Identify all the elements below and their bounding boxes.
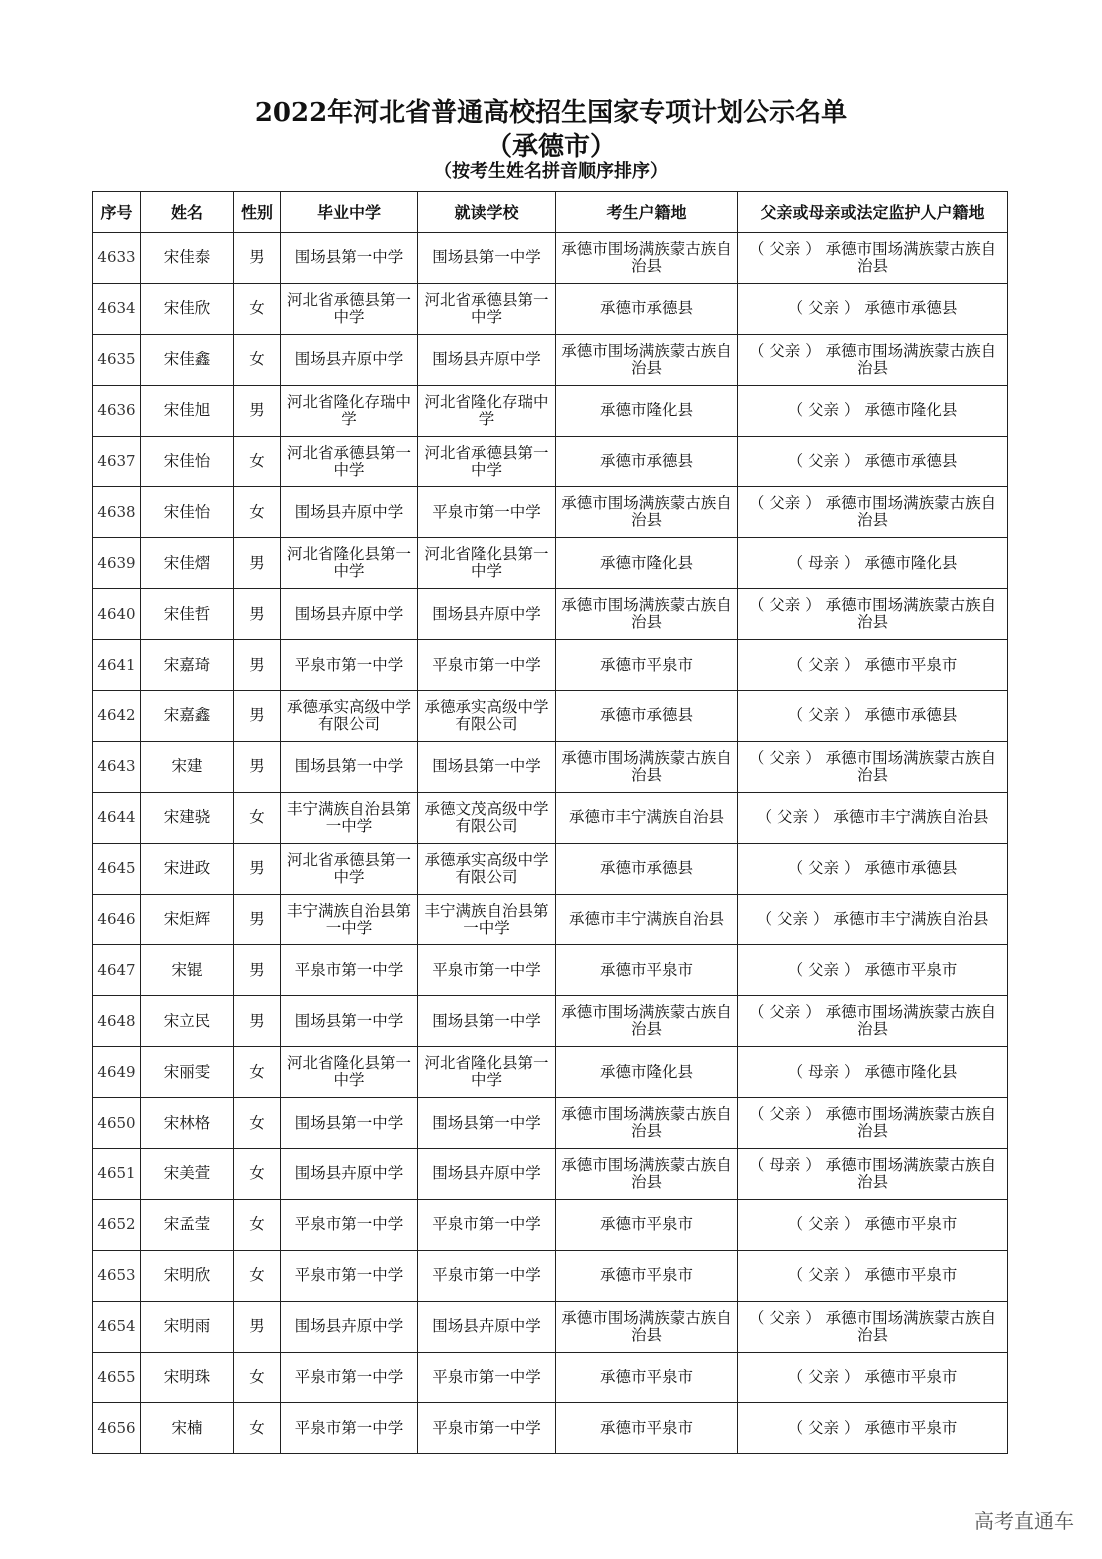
table-row — [93, 1250, 1008, 1301]
cell-gender: 男 — [234, 996, 281, 1047]
cell-gender: 女 — [234, 283, 281, 334]
cell-guardian-hukou: （ 父亲 ） 承德市围场满族蒙古族自治县 — [738, 996, 1008, 1047]
cell-name: 宋林格 — [141, 1098, 234, 1149]
cell-seq: 4635 — [93, 334, 141, 385]
cell-guardian-hukou: （ 母亲 ） 承德市围场满族蒙古族自治县 — [738, 1149, 1008, 1200]
cell-student-hukou: 承德市承德县 — [556, 436, 738, 487]
cell-guardian-hukou: （ 母亲 ） 承德市隆化县 — [738, 1047, 1008, 1098]
cell-current-school: 河北省隆化县第一中学 — [418, 538, 556, 589]
cell-name: 宋佳欣 — [141, 283, 234, 334]
cell-name: 宋嘉鑫 — [141, 691, 234, 742]
cell-guardian-hukou: （ 父亲 ） 承德市平泉市 — [738, 1403, 1008, 1454]
column-header-graduated-school: 毕业中学 — [281, 192, 418, 233]
cell-guardian-hukou: （ 父亲 ） 承德市丰宁满族自治县 — [738, 894, 1008, 945]
city-subtitle: （承德市） — [485, 132, 616, 162]
cell-current-school: 围场县卉原中学 — [418, 1301, 556, 1352]
cell-seq: 4641 — [93, 640, 141, 691]
cell-guardian-hukou: （ 父亲 ） 承德市丰宁满族自治县 — [738, 792, 1008, 843]
cell-gender: 女 — [234, 487, 281, 538]
cell-gender: 女 — [234, 1403, 281, 1454]
cell-current-school: 围场县第一中学 — [418, 233, 556, 284]
cell-seq: 4655 — [93, 1352, 141, 1403]
cell-gender: 男 — [234, 945, 281, 996]
table-row — [93, 1149, 1008, 1200]
cell-gender: 女 — [234, 436, 281, 487]
cell-gender: 女 — [234, 1149, 281, 1200]
table-row — [93, 996, 1008, 1047]
cell-student-hukou: 承德市承德县 — [556, 691, 738, 742]
cell-student-hukou: 承德市承德县 — [556, 843, 738, 894]
cell-gender: 女 — [234, 334, 281, 385]
column-header-name: 姓名 — [141, 192, 234, 233]
cell-graduated-school: 围场县卉原中学 — [281, 589, 418, 640]
cell-gender: 女 — [234, 792, 281, 843]
cell-name: 宋佳泰 — [141, 233, 234, 284]
cell-name: 宋佳熠 — [141, 538, 234, 589]
cell-current-school: 平泉市第一中学 — [418, 1250, 556, 1301]
cell-current-school: 平泉市第一中学 — [418, 1403, 556, 1454]
cell-seq: 4636 — [93, 385, 141, 436]
cell-guardian-hukou: （ 母亲 ） 承德市隆化县 — [738, 538, 1008, 589]
cell-guardian-hukou: （ 父亲 ） 承德市承德县 — [738, 691, 1008, 742]
cell-guardian-hukou: （ 父亲 ） 承德市平泉市 — [738, 1199, 1008, 1250]
cell-name: 宋佳旭 — [141, 385, 234, 436]
cell-gender: 男 — [234, 691, 281, 742]
cell-name: 宋佳哲 — [141, 589, 234, 640]
column-header-student-hukou: 考生户籍地 — [556, 192, 738, 233]
cell-guardian-hukou: （ 父亲 ） 承德市围场满族蒙古族自治县 — [738, 1098, 1008, 1149]
cell-gender: 女 — [234, 1199, 281, 1250]
cell-current-school: 围场县卉原中学 — [418, 334, 556, 385]
cell-seq: 4650 — [93, 1098, 141, 1149]
cell-graduated-school: 河北省隆化县第一中学 — [281, 1047, 418, 1098]
table-row — [93, 792, 1008, 843]
table-row — [93, 741, 1008, 792]
cell-current-school: 平泉市第一中学 — [418, 640, 556, 691]
column-header-current-school: 就读学校 — [418, 192, 556, 233]
cell-graduated-school: 河北省承德县第一中学 — [281, 436, 418, 487]
cell-gender: 男 — [234, 589, 281, 640]
cell-graduated-school: 围场县第一中学 — [281, 741, 418, 792]
table-row — [93, 283, 1008, 334]
cell-graduated-school: 围场县卉原中学 — [281, 1301, 418, 1352]
column-header-gender: 性别 — [234, 192, 281, 233]
cell-current-school: 围场县第一中学 — [418, 741, 556, 792]
table-row — [93, 233, 1008, 284]
cell-name: 宋明珠 — [141, 1352, 234, 1403]
cell-graduated-school: 围场县卉原中学 — [281, 334, 418, 385]
cell-current-school: 河北省隆化存瑞中学 — [418, 385, 556, 436]
table-row — [93, 1098, 1008, 1149]
cell-guardian-hukou: （ 父亲 ） 承德市隆化县 — [738, 385, 1008, 436]
cell-name: 宋孟莹 — [141, 1199, 234, 1250]
table-row — [93, 945, 1008, 996]
cell-current-school: 平泉市第一中学 — [418, 945, 556, 996]
table-row — [93, 436, 1008, 487]
cell-gender: 男 — [234, 385, 281, 436]
cell-seq: 4649 — [93, 1047, 141, 1098]
cell-name: 宋明雨 — [141, 1301, 234, 1352]
cell-name: 宋佳怡 — [141, 487, 234, 538]
cell-gender: 女 — [234, 1047, 281, 1098]
cell-name: 宋锟 — [141, 945, 234, 996]
table-row — [93, 843, 1008, 894]
cell-student-hukou: 承德市丰宁满族自治县 — [556, 792, 738, 843]
cell-name: 宋丽雯 — [141, 1047, 234, 1098]
cell-current-school: 围场县第一中学 — [418, 996, 556, 1047]
cell-current-school: 丰宁满族自治县第一中学 — [418, 894, 556, 945]
cell-seq: 4634 — [93, 283, 141, 334]
cell-seq: 4651 — [93, 1149, 141, 1200]
cell-graduated-school: 丰宁满族自治县第一中学 — [281, 792, 418, 843]
cell-seq: 4644 — [93, 792, 141, 843]
cell-graduated-school: 围场县第一中学 — [281, 996, 418, 1047]
cell-student-hukou: 承德市隆化县 — [556, 538, 738, 589]
cell-seq: 4646 — [93, 894, 141, 945]
column-header-guardian-hukou: 父亲或母亲或法定监护人户籍地 — [738, 192, 1008, 233]
cell-seq: 4637 — [93, 436, 141, 487]
cell-current-school: 围场县第一中学 — [418, 1098, 556, 1149]
cell-student-hukou: 承德市围场满族蒙古族自治县 — [556, 1301, 738, 1352]
table-row — [93, 1301, 1008, 1352]
cell-graduated-school: 河北省隆化县第一中学 — [281, 538, 418, 589]
cell-gender: 男 — [234, 1301, 281, 1352]
watermark: 高考直通车 — [974, 1509, 1074, 1533]
cell-name: 宋美萱 — [141, 1149, 234, 1200]
cell-seq: 4639 — [93, 538, 141, 589]
cell-gender: 女 — [234, 1352, 281, 1403]
cell-current-school: 承德承实高级中学有限公司 — [418, 843, 556, 894]
cell-guardian-hukou: （ 父亲 ） 承德市平泉市 — [738, 640, 1008, 691]
cell-guardian-hukou: （ 父亲 ） 承德市承德县 — [738, 436, 1008, 487]
cell-guardian-hukou: （ 父亲 ） 承德市平泉市 — [738, 945, 1008, 996]
cell-guardian-hukou: （ 父亲 ） 承德市承德县 — [738, 843, 1008, 894]
cell-student-hukou: 承德市围场满族蒙古族自治县 — [556, 741, 738, 792]
cell-graduated-school: 河北省隆化存瑞中学 — [281, 385, 418, 436]
cell-guardian-hukou: （ 父亲 ） 承德市承德县 — [738, 283, 1008, 334]
cell-seq: 4638 — [93, 487, 141, 538]
cell-name: 宋明欣 — [141, 1250, 234, 1301]
cell-name: 宋佳鑫 — [141, 334, 234, 385]
cell-name: 宋楠 — [141, 1403, 234, 1454]
cell-current-school: 平泉市第一中学 — [418, 487, 556, 538]
cell-guardian-hukou: （ 父亲 ） 承德市平泉市 — [738, 1250, 1008, 1301]
cell-seq: 4647 — [93, 945, 141, 996]
cell-current-school: 河北省承德县第一中学 — [418, 283, 556, 334]
cell-guardian-hukou: （ 父亲 ） 承德市围场满族蒙古族自治县 — [738, 487, 1008, 538]
cell-name: 宋进政 — [141, 843, 234, 894]
cell-graduated-school: 平泉市第一中学 — [281, 1199, 418, 1250]
cell-guardian-hukou: （ 父亲 ） 承德市围场满族蒙古族自治县 — [738, 334, 1008, 385]
cell-seq: 4652 — [93, 1199, 141, 1250]
column-header-seq: 序号 — [93, 192, 141, 233]
cell-graduated-school: 围场县卉原中学 — [281, 1149, 418, 1200]
cell-gender: 男 — [234, 640, 281, 691]
table-row — [93, 334, 1008, 385]
cell-student-hukou: 承德市平泉市 — [556, 1352, 738, 1403]
cell-gender: 男 — [234, 233, 281, 284]
cell-gender: 男 — [234, 538, 281, 589]
cell-name: 宋立民 — [141, 996, 234, 1047]
cell-guardian-hukou: （ 父亲 ） 承德市围场满族蒙古族自治县 — [738, 741, 1008, 792]
cell-student-hukou: 承德市围场满族蒙古族自治县 — [556, 1149, 738, 1200]
cell-student-hukou: 承德市承德县 — [556, 283, 738, 334]
cell-gender: 男 — [234, 894, 281, 945]
table-header-row — [93, 192, 1008, 233]
cell-gender: 女 — [234, 1098, 281, 1149]
cell-student-hukou: 承德市围场满族蒙古族自治县 — [556, 1098, 738, 1149]
cell-graduated-school: 平泉市第一中学 — [281, 640, 418, 691]
cell-student-hukou: 承德市围场满族蒙古族自治县 — [556, 996, 738, 1047]
cell-current-school: 围场县卉原中学 — [418, 1149, 556, 1200]
cell-seq: 4645 — [93, 843, 141, 894]
cell-student-hukou: 承德市平泉市 — [556, 945, 738, 996]
table-row — [93, 487, 1008, 538]
cell-current-school: 河北省承德县第一中学 — [418, 436, 556, 487]
cell-student-hukou: 承德市平泉市 — [556, 1250, 738, 1301]
cell-guardian-hukou: （ 父亲 ） 承德市围场满族蒙古族自治县 — [738, 589, 1008, 640]
cell-gender: 男 — [234, 843, 281, 894]
cell-student-hukou: 承德市平泉市 — [556, 1199, 738, 1250]
cell-seq: 4640 — [93, 589, 141, 640]
cell-graduated-school: 丰宁满族自治县第一中学 — [281, 894, 418, 945]
cell-guardian-hukou: （ 父亲 ） 承德市围场满族蒙古族自治县 — [738, 233, 1008, 284]
cell-student-hukou: 承德市围场满族蒙古族自治县 — [556, 589, 738, 640]
sort-note: （按考生姓名拼音顺序排序） — [434, 161, 668, 182]
table-row — [93, 1352, 1008, 1403]
cell-current-school: 平泉市第一中学 — [418, 1352, 556, 1403]
cell-seq: 4653 — [93, 1250, 141, 1301]
table-row — [93, 589, 1008, 640]
cell-name: 宋佳怡 — [141, 436, 234, 487]
cell-seq: 4656 — [93, 1403, 141, 1454]
cell-graduated-school: 河北省承德县第一中学 — [281, 283, 418, 334]
cell-guardian-hukou: （ 父亲 ） 承德市平泉市 — [738, 1352, 1008, 1403]
cell-name: 宋炬辉 — [141, 894, 234, 945]
cell-seq: 4642 — [93, 691, 141, 742]
table-row — [93, 1199, 1008, 1250]
cell-graduated-school: 围场县第一中学 — [281, 233, 418, 284]
cell-name: 宋建 — [141, 741, 234, 792]
cell-student-hukou: 承德市平泉市 — [556, 1403, 738, 1454]
cell-graduated-school: 围场县卉原中学 — [281, 487, 418, 538]
cell-gender: 男 — [234, 741, 281, 792]
cell-name: 宋建骁 — [141, 792, 234, 843]
table-row — [93, 538, 1008, 589]
cell-seq: 4654 — [93, 1301, 141, 1352]
cell-student-hukou: 承德市围场满族蒙古族自治县 — [556, 334, 738, 385]
table-row — [93, 894, 1008, 945]
cell-student-hukou: 承德市隆化县 — [556, 385, 738, 436]
cell-seq: 4633 — [93, 233, 141, 284]
cell-graduated-school: 围场县第一中学 — [281, 1098, 418, 1149]
cell-current-school: 承德承实高级中学有限公司 — [418, 691, 556, 742]
table-row — [93, 691, 1008, 742]
cell-seq: 4643 — [93, 741, 141, 792]
cell-graduated-school: 平泉市第一中学 — [281, 1250, 418, 1301]
cell-current-school: 承德文茂高级中学有限公司 — [418, 792, 556, 843]
cell-graduated-school: 平泉市第一中学 — [281, 1403, 418, 1454]
cell-name: 宋嘉琦 — [141, 640, 234, 691]
cell-guardian-hukou: （ 父亲 ） 承德市围场满族蒙古族自治县 — [738, 1301, 1008, 1352]
cell-current-school: 河北省隆化县第一中学 — [418, 1047, 556, 1098]
table-row — [93, 1047, 1008, 1098]
cell-graduated-school: 平泉市第一中学 — [281, 945, 418, 996]
cell-student-hukou: 承德市围场满族蒙古族自治县 — [556, 233, 738, 284]
roster-table — [92, 191, 1008, 1454]
cell-graduated-school: 平泉市第一中学 — [281, 1352, 418, 1403]
cell-student-hukou: 承德市围场满族蒙古族自治县 — [556, 487, 738, 538]
cell-graduated-school: 承德承实高级中学有限公司 — [281, 691, 418, 742]
document-title: 2022年河北省普通高校招生国家专项计划公示名单 — [254, 98, 848, 128]
cell-gender: 女 — [234, 1250, 281, 1301]
cell-student-hukou: 承德市平泉市 — [556, 640, 738, 691]
table-row — [93, 1403, 1008, 1454]
table-row — [93, 385, 1008, 436]
cell-student-hukou: 承德市隆化县 — [556, 1047, 738, 1098]
cell-current-school: 平泉市第一中学 — [418, 1199, 556, 1250]
cell-current-school: 围场县卉原中学 — [418, 589, 556, 640]
cell-seq: 4648 — [93, 996, 141, 1047]
cell-student-hukou: 承德市丰宁满族自治县 — [556, 894, 738, 945]
table-row — [93, 640, 1008, 691]
cell-graduated-school: 河北省承德县第一中学 — [281, 843, 418, 894]
